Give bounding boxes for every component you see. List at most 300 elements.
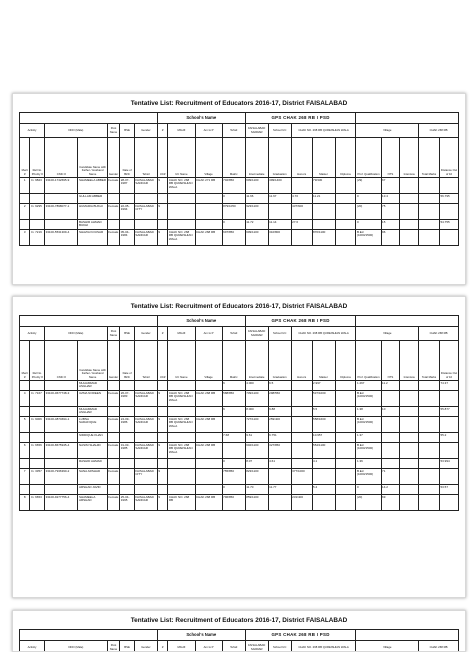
cell-total xyxy=(419,443,440,459)
cell-dob: 28-07-1987 xyxy=(120,178,135,194)
cell-grad: 6.5 xyxy=(268,381,291,391)
table-body-1 xyxy=(20,178,459,246)
cell-distance: 56.795 xyxy=(440,194,459,204)
cell-prof: B.Ed (1000/1500) xyxy=(356,417,381,433)
cell-merit xyxy=(20,459,30,469)
cell-total xyxy=(419,469,440,485)
cell-prof: 0 xyxy=(356,194,381,204)
cell-tehsil xyxy=(134,407,157,417)
cell-grad: 4.61 xyxy=(268,459,291,469)
cell-uc-no: 9 xyxy=(157,204,167,220)
cell-matric: 702/850 xyxy=(222,178,245,194)
header-cell: CNIC # xyxy=(45,138,78,178)
cell-village xyxy=(195,459,222,469)
table-row xyxy=(20,495,459,511)
cell-uc-no: 9 xyxy=(157,230,167,246)
header-cell: UC# xyxy=(157,138,167,178)
cell-prof: (20) xyxy=(356,204,381,220)
cell-diploma xyxy=(335,407,356,417)
cell-village xyxy=(195,204,222,220)
header-row-2 xyxy=(20,327,459,341)
header-cell: Post Name xyxy=(107,327,120,341)
cell-total xyxy=(419,194,440,204)
header-cell: Tehsil xyxy=(222,124,245,138)
header-cell: Activity xyxy=(20,641,45,652)
cell-nts: 71 xyxy=(381,469,400,485)
cell-master: 79/330 xyxy=(312,178,335,194)
header-cell: Prof. Qualification xyxy=(356,138,381,178)
cell-uc-no xyxy=(157,381,167,391)
cell-name: HUMAIRA BUKHI xyxy=(78,204,107,220)
cell-prof: B.Ed (1000/1500) xyxy=(356,391,381,407)
cell-interview xyxy=(400,495,419,511)
cell-distance xyxy=(440,230,459,246)
cell-inter: 859/1100 xyxy=(245,495,268,511)
cell-grad: 310/800 xyxy=(268,230,291,246)
cell-honors xyxy=(291,381,312,391)
cell-cnic xyxy=(45,381,78,391)
cell-uc-no xyxy=(157,407,167,417)
cell-honors xyxy=(291,178,312,194)
cell-distance xyxy=(440,417,459,433)
cell-total xyxy=(419,459,440,469)
cell-matric: 6 xyxy=(222,381,245,391)
cell-prof: B.Ed (1000/1500) xyxy=(356,230,381,246)
table-row xyxy=(20,230,459,246)
cell-grad: 6.751 xyxy=(268,433,291,443)
header-cell: Intermediate xyxy=(245,138,268,178)
cell-tehsil: FAISALABAD SADDAR xyxy=(134,230,157,246)
cell-diploma xyxy=(335,443,356,459)
document-page-3 xyxy=(12,610,466,652)
cell-master xyxy=(312,204,335,220)
cell-uc-name: CHAK NO. 268 RB QUREISHIAN WALA xyxy=(168,443,195,459)
cell-tehsil xyxy=(134,220,157,230)
header-cell: Village xyxy=(356,641,419,652)
cell-dob xyxy=(120,469,135,485)
cell-total xyxy=(419,433,440,443)
cell-name: LUBNA SADAFIQUE xyxy=(78,417,107,433)
recruitment-table-3 xyxy=(19,629,459,652)
table-row xyxy=(20,485,459,495)
header-cell: Gender xyxy=(134,124,157,138)
cell-tehsil: FAISALABAD CITY xyxy=(134,204,157,220)
cell-dob: 22-05-1994 xyxy=(120,204,135,220)
header-cell: MAUZ xyxy=(168,327,195,341)
cell-grad: 11.77 xyxy=(268,485,291,495)
header-cell: CHAK 268 RB xyxy=(419,641,459,652)
cell-total xyxy=(419,485,440,495)
cell-prof: 1.267 xyxy=(356,381,381,391)
cell-nts: 67 xyxy=(381,178,400,194)
cell-total xyxy=(419,391,440,407)
table-body-2 xyxy=(20,381,459,511)
cell-merit: 7 xyxy=(20,469,30,485)
cell-grad xyxy=(268,495,291,511)
cell-diploma xyxy=(335,178,356,194)
cell-priority xyxy=(30,381,45,391)
cell-gender xyxy=(107,433,120,443)
cell-grad: 11.14 xyxy=(268,220,291,230)
school-name: GPS CHAK 268 RB I PSD xyxy=(245,113,356,124)
cell-master: 10.957 xyxy=(312,433,335,443)
cell-uc-name xyxy=(168,433,195,443)
cell-inter: 11.70 xyxy=(245,485,268,495)
cell-village xyxy=(195,381,222,391)
cell-priority xyxy=(30,459,45,469)
header-cell: Total Marks xyxy=(419,138,440,178)
cell-interview xyxy=(400,178,419,194)
document-title: Tentative List: Recruitment of Educators 2016-17, District FAISALABAD xyxy=(13,100,465,107)
cell-master: 11.21 xyxy=(312,194,335,204)
header-cell: Gender xyxy=(134,641,157,652)
table-row xyxy=(20,204,459,220)
cell-honors xyxy=(291,391,312,407)
cell-merit xyxy=(20,407,30,417)
cell-cnic: 33100-7936390-2 xyxy=(45,469,78,485)
cell-cnic: 33100-0677748-3 xyxy=(45,391,78,407)
cell-inter: 4.000 xyxy=(245,381,268,391)
cell-uc-no xyxy=(157,433,167,443)
header-cell: School UC xyxy=(268,641,291,652)
header-cell: Tehsil xyxy=(134,138,157,178)
cell-priority xyxy=(30,194,45,204)
table-row xyxy=(20,194,459,204)
cell-nts: 13.4 xyxy=(381,194,400,204)
cell-interview xyxy=(400,381,419,391)
header-cell: Activity xyxy=(20,327,45,341)
cell-village: CHAK 268 RB xyxy=(195,417,222,433)
cell-tehsil xyxy=(134,485,157,495)
cell-name: NASIM SHAHID xyxy=(78,443,107,459)
cell-total xyxy=(419,230,440,246)
table-row xyxy=(20,433,459,443)
cell-dob xyxy=(120,381,135,391)
cell-prof: 1.38 xyxy=(356,407,381,417)
header-cell: Rel No. Priority # xyxy=(30,138,45,178)
cell-merit xyxy=(20,381,30,391)
header-cell: Interview xyxy=(400,341,419,381)
cell-diploma xyxy=(335,459,356,469)
cell-uc-name: CHAK NO. 268 RB QUREISHIAN WALA xyxy=(168,391,195,407)
cell-prof: 0 xyxy=(356,485,381,495)
cell-interview xyxy=(400,433,419,443)
cell-honors xyxy=(291,433,312,443)
document-title: Tentative List: Recruitment of Educators 2016-17, District FAISALABAD xyxy=(13,303,465,310)
cell-gender xyxy=(107,220,120,230)
cell-master: 537/1000 xyxy=(312,391,335,407)
cell-priority: In: 9295 xyxy=(30,204,45,220)
cell-distance xyxy=(440,204,459,220)
cell-master: 870/1100 xyxy=(312,230,335,246)
header-cell: Village xyxy=(356,124,419,138)
cell-inter: 8.000 xyxy=(245,407,268,417)
cell-merit: 2 xyxy=(20,204,30,220)
cell-merit xyxy=(20,433,30,443)
cell-priority: In: 9823 xyxy=(30,178,45,194)
cell-village: CHAK 268 RB xyxy=(195,391,222,407)
cell-matric xyxy=(222,417,245,433)
cell-diploma xyxy=(335,485,356,495)
cell-inter: 727/1100 xyxy=(245,417,268,433)
cell-cnic: 33100-8675945-4 xyxy=(45,443,78,459)
cell-uc-no xyxy=(157,220,167,230)
header-cell: School UC xyxy=(268,327,291,341)
header-cell: DDO (Male) xyxy=(45,327,108,341)
school-name: GPS CHAK 268 RB I PSD xyxy=(245,316,356,327)
cell-distance: 74.37 xyxy=(440,381,459,391)
header-cell: Merit # xyxy=(20,138,30,178)
cell-uc-no xyxy=(157,194,167,204)
cell-merit xyxy=(20,194,30,204)
cell-master: 554/1100 xyxy=(312,443,335,459)
header-cell: Diploma xyxy=(335,138,356,178)
cell-name: RASHID AHMAD xyxy=(78,459,107,469)
header-cell: Am ts P xyxy=(195,124,222,138)
cell-priority: In: 6656 xyxy=(30,443,45,459)
cell-nts: 11.2 xyxy=(381,381,400,391)
cell-inter: 739/1100 xyxy=(245,391,268,407)
header-row-3 xyxy=(20,138,459,178)
header-cell: MAUZ xyxy=(168,124,195,138)
recruitment-table-1 xyxy=(19,112,459,246)
header-cell: Tehsil xyxy=(222,641,245,652)
cell-honors xyxy=(291,230,312,246)
cell-master xyxy=(312,495,335,511)
table-row xyxy=(20,391,459,407)
cell-matric: 0 xyxy=(222,485,245,495)
header-cell: Honors xyxy=(291,341,312,381)
cell-uc-name xyxy=(168,381,195,391)
cell-village: CHAK 268 RB xyxy=(195,230,222,246)
header-row-3 xyxy=(20,341,459,381)
header-cell: BSE xyxy=(120,124,135,138)
header-cell: Gender xyxy=(107,138,120,178)
cell-priority xyxy=(30,433,45,443)
cell-tehsil xyxy=(134,459,157,469)
cell-nts xyxy=(381,433,400,443)
cell-priority: In: 6653 xyxy=(30,495,45,511)
cell-total xyxy=(419,204,440,220)
cell-inter: 11.66 xyxy=(245,194,268,204)
cell-nts: 69 xyxy=(381,495,400,511)
header-cell: Am ts P xyxy=(195,641,222,652)
cell-gender xyxy=(107,485,120,495)
cell-priority: In: 9006 xyxy=(30,417,45,433)
cell-master: 558/1600 xyxy=(312,417,335,433)
cell-nts: 96 xyxy=(381,230,400,246)
header-row-2 xyxy=(20,641,459,652)
cell-priority xyxy=(30,485,45,495)
header-row-2 xyxy=(20,124,459,138)
header-cell: CHAK 268 RB xyxy=(419,124,459,138)
cell-name: MUHAMMAD ASGHAR xyxy=(78,381,107,391)
cell-merit xyxy=(20,485,30,495)
header-cell: # xyxy=(157,327,167,341)
cell-uc-no: 9 xyxy=(157,495,167,511)
cell-matric xyxy=(222,443,245,459)
cell-dob xyxy=(120,407,135,417)
header-cell: UC Name xyxy=(168,138,195,178)
cell-cnic xyxy=(45,459,78,469)
header-cell: FAISALABAD SADDAR xyxy=(245,641,268,652)
table-row xyxy=(20,417,459,433)
cell-interview xyxy=(400,469,419,485)
cell-matric: 0 xyxy=(222,194,245,204)
header-cell: Graduation xyxy=(268,138,291,178)
header-cell: Am ts P xyxy=(195,327,222,341)
cell-grad: 259/400 xyxy=(268,417,291,433)
cell-distance xyxy=(440,443,459,459)
cell-total xyxy=(419,417,440,433)
cell-dob: 25-04-1995 xyxy=(120,495,135,511)
cell-prof: 1.36 xyxy=(356,459,381,469)
cell-interview xyxy=(400,204,419,220)
document-page-2 xyxy=(12,296,466,598)
cell-honors xyxy=(291,417,312,433)
cell-dob: 31-03-1985 xyxy=(120,443,135,459)
header-cell: Master xyxy=(312,138,335,178)
cell-cnic: 33100-9277756-4 xyxy=(45,495,78,511)
cell-master: 5.5 xyxy=(312,407,335,417)
cell-uc-name xyxy=(168,194,195,204)
cell-village xyxy=(195,485,222,495)
cell-dob: 24-09-1986 xyxy=(120,417,135,433)
cell-name: SANA ARSHAD xyxy=(78,469,107,485)
cell-tehsil: FAISALABAD SADDAR xyxy=(134,417,157,433)
header-cell: Candidate Name with Father / Husband Name xyxy=(78,341,107,381)
cell-name: SIDDIQUE KHAN xyxy=(78,433,107,443)
cell-tehsil: FAISALABAD SADDAR xyxy=(134,178,157,194)
cell-priority: In: 7219 xyxy=(30,230,45,246)
header-cell: Distance Out of 10 xyxy=(440,341,459,381)
cell-matric: 796/850 xyxy=(222,495,245,511)
cell-gender xyxy=(107,194,120,204)
cell-diploma xyxy=(335,194,356,204)
cell-interview xyxy=(400,407,419,417)
cell-village xyxy=(195,407,222,417)
cell-merit: 3 xyxy=(20,230,30,246)
cell-uc-name xyxy=(168,204,195,220)
header-cell: FAISALABAD SADDAR xyxy=(245,124,268,138)
header-cell: BSE xyxy=(120,327,135,341)
cell-gender xyxy=(107,407,120,417)
cell-merit: 4 xyxy=(20,391,30,407)
header-cell: # xyxy=(157,641,167,652)
cell-diploma xyxy=(335,204,356,220)
cell-gender: Female xyxy=(107,443,120,459)
school-label: School's Name xyxy=(157,316,245,327)
cell-uc-no xyxy=(157,485,167,495)
cell-inter: 823/1100 xyxy=(245,469,268,485)
cell-honors: 4.70 xyxy=(291,194,312,204)
cell-tehsil: FAISALABAD SADDAR xyxy=(134,443,157,459)
cell-gender: Female xyxy=(107,178,120,194)
cell-priority xyxy=(30,220,45,230)
cell-grad xyxy=(268,204,291,220)
header-cell: Date of Birth xyxy=(120,138,135,178)
cell-village: CHAK 271 RB xyxy=(195,178,222,194)
cell-cnic xyxy=(45,220,78,230)
cell-merit: 1 xyxy=(20,178,30,194)
cell-dob xyxy=(120,433,135,443)
cell-matric: 697/850 xyxy=(222,230,245,246)
cell-uc-name: CHAK NO. 268 RB QUREISHIAN WALA xyxy=(168,178,195,194)
cell-gender: Female xyxy=(107,469,120,485)
cell-prof: B.Ed (1000/1500) xyxy=(356,469,381,485)
table-row xyxy=(20,407,459,417)
cell-prof: B.Ed (1000/1500) xyxy=(356,443,381,459)
header-cell: DDO (Male) xyxy=(45,641,108,652)
cell-village: CHAK 268 RB xyxy=(195,443,222,459)
cell-cnic xyxy=(45,407,78,417)
cell-tehsil: FAISALABAD SADDAR xyxy=(134,391,157,407)
cell-uc-name: CHAK NO. 268 RB QUREISHIAN WALA xyxy=(168,230,195,246)
header-cell: FAISALABAD SADDAR xyxy=(245,327,268,341)
cell-name: GULLAM ABBER xyxy=(78,194,107,204)
cell-diploma xyxy=(335,469,356,485)
cell-nts: 75 xyxy=(381,204,400,220)
table-row xyxy=(20,443,459,459)
cell-master xyxy=(312,220,335,230)
cell-dob: 26-07-1983 xyxy=(120,391,135,407)
cell-uc-name: CHAK NO. 268 RB QUREISHIAN WALA xyxy=(168,417,195,433)
cell-uc-name xyxy=(168,459,195,469)
cell-grad: 327/850 xyxy=(268,443,291,459)
header-cell: Date of Birth xyxy=(120,341,135,381)
cell-distance xyxy=(440,469,459,485)
cell-distance: 54.755 xyxy=(440,220,459,230)
cell-interview xyxy=(400,459,419,469)
cell-nts: 10 xyxy=(381,407,400,417)
cell-cnic: 33100-4874694-1 xyxy=(45,417,78,433)
cell-name: ARSHAD JAVID xyxy=(78,485,107,495)
cell-inter: 609/1100 xyxy=(245,230,268,246)
cell-interview xyxy=(400,443,419,459)
cell-interview xyxy=(400,220,419,230)
cell-inter: 609/1100 xyxy=(245,178,268,194)
cell-tehsil: FAISALABAD SADDAR xyxy=(134,495,157,511)
cell-uc-name xyxy=(168,220,195,230)
school-name: GPS CHAK 268 RB I PSD xyxy=(245,630,356,641)
cell-honors: 231/400 xyxy=(291,495,312,511)
cell-uc-name xyxy=(168,469,195,485)
cell-nts xyxy=(381,459,400,469)
cell-honors: 27.6 xyxy=(291,220,312,230)
document-title: Tentative List: Recruitment of Educators 2016-17, District FAISALABAD xyxy=(13,617,465,624)
cell-matric: 6 xyxy=(222,407,245,417)
cell-uc-name: CHAK NO. 268 RB xyxy=(168,495,195,511)
header-cell: UC Name xyxy=(168,341,195,381)
cell-name: SHAZIA KOUSAR xyxy=(78,230,107,246)
header-cell: CHAK 268 RB xyxy=(419,327,459,341)
header-cell: Village xyxy=(195,138,222,178)
header-cell: Prof. Qualification xyxy=(356,341,381,381)
cell-grad: 298/550 xyxy=(268,391,291,407)
cell-name: UZMA NOREEN xyxy=(78,391,107,407)
cell-distance xyxy=(440,391,459,407)
cell-cnic: 33100-5531309-4 xyxy=(45,230,78,246)
cell-interview xyxy=(400,417,419,433)
header-cell: Diploma xyxy=(335,341,356,381)
cell-diploma xyxy=(335,230,356,246)
cell-cnic xyxy=(45,194,78,204)
header-cell: CHAK NO. 268 RB QUREISHIAN WALA xyxy=(291,327,356,341)
cell-honors xyxy=(291,407,312,417)
cell-village xyxy=(195,220,222,230)
cell-merit: 6 xyxy=(20,443,30,459)
cell-name: SHAMEELA ARSHAD xyxy=(78,495,107,511)
